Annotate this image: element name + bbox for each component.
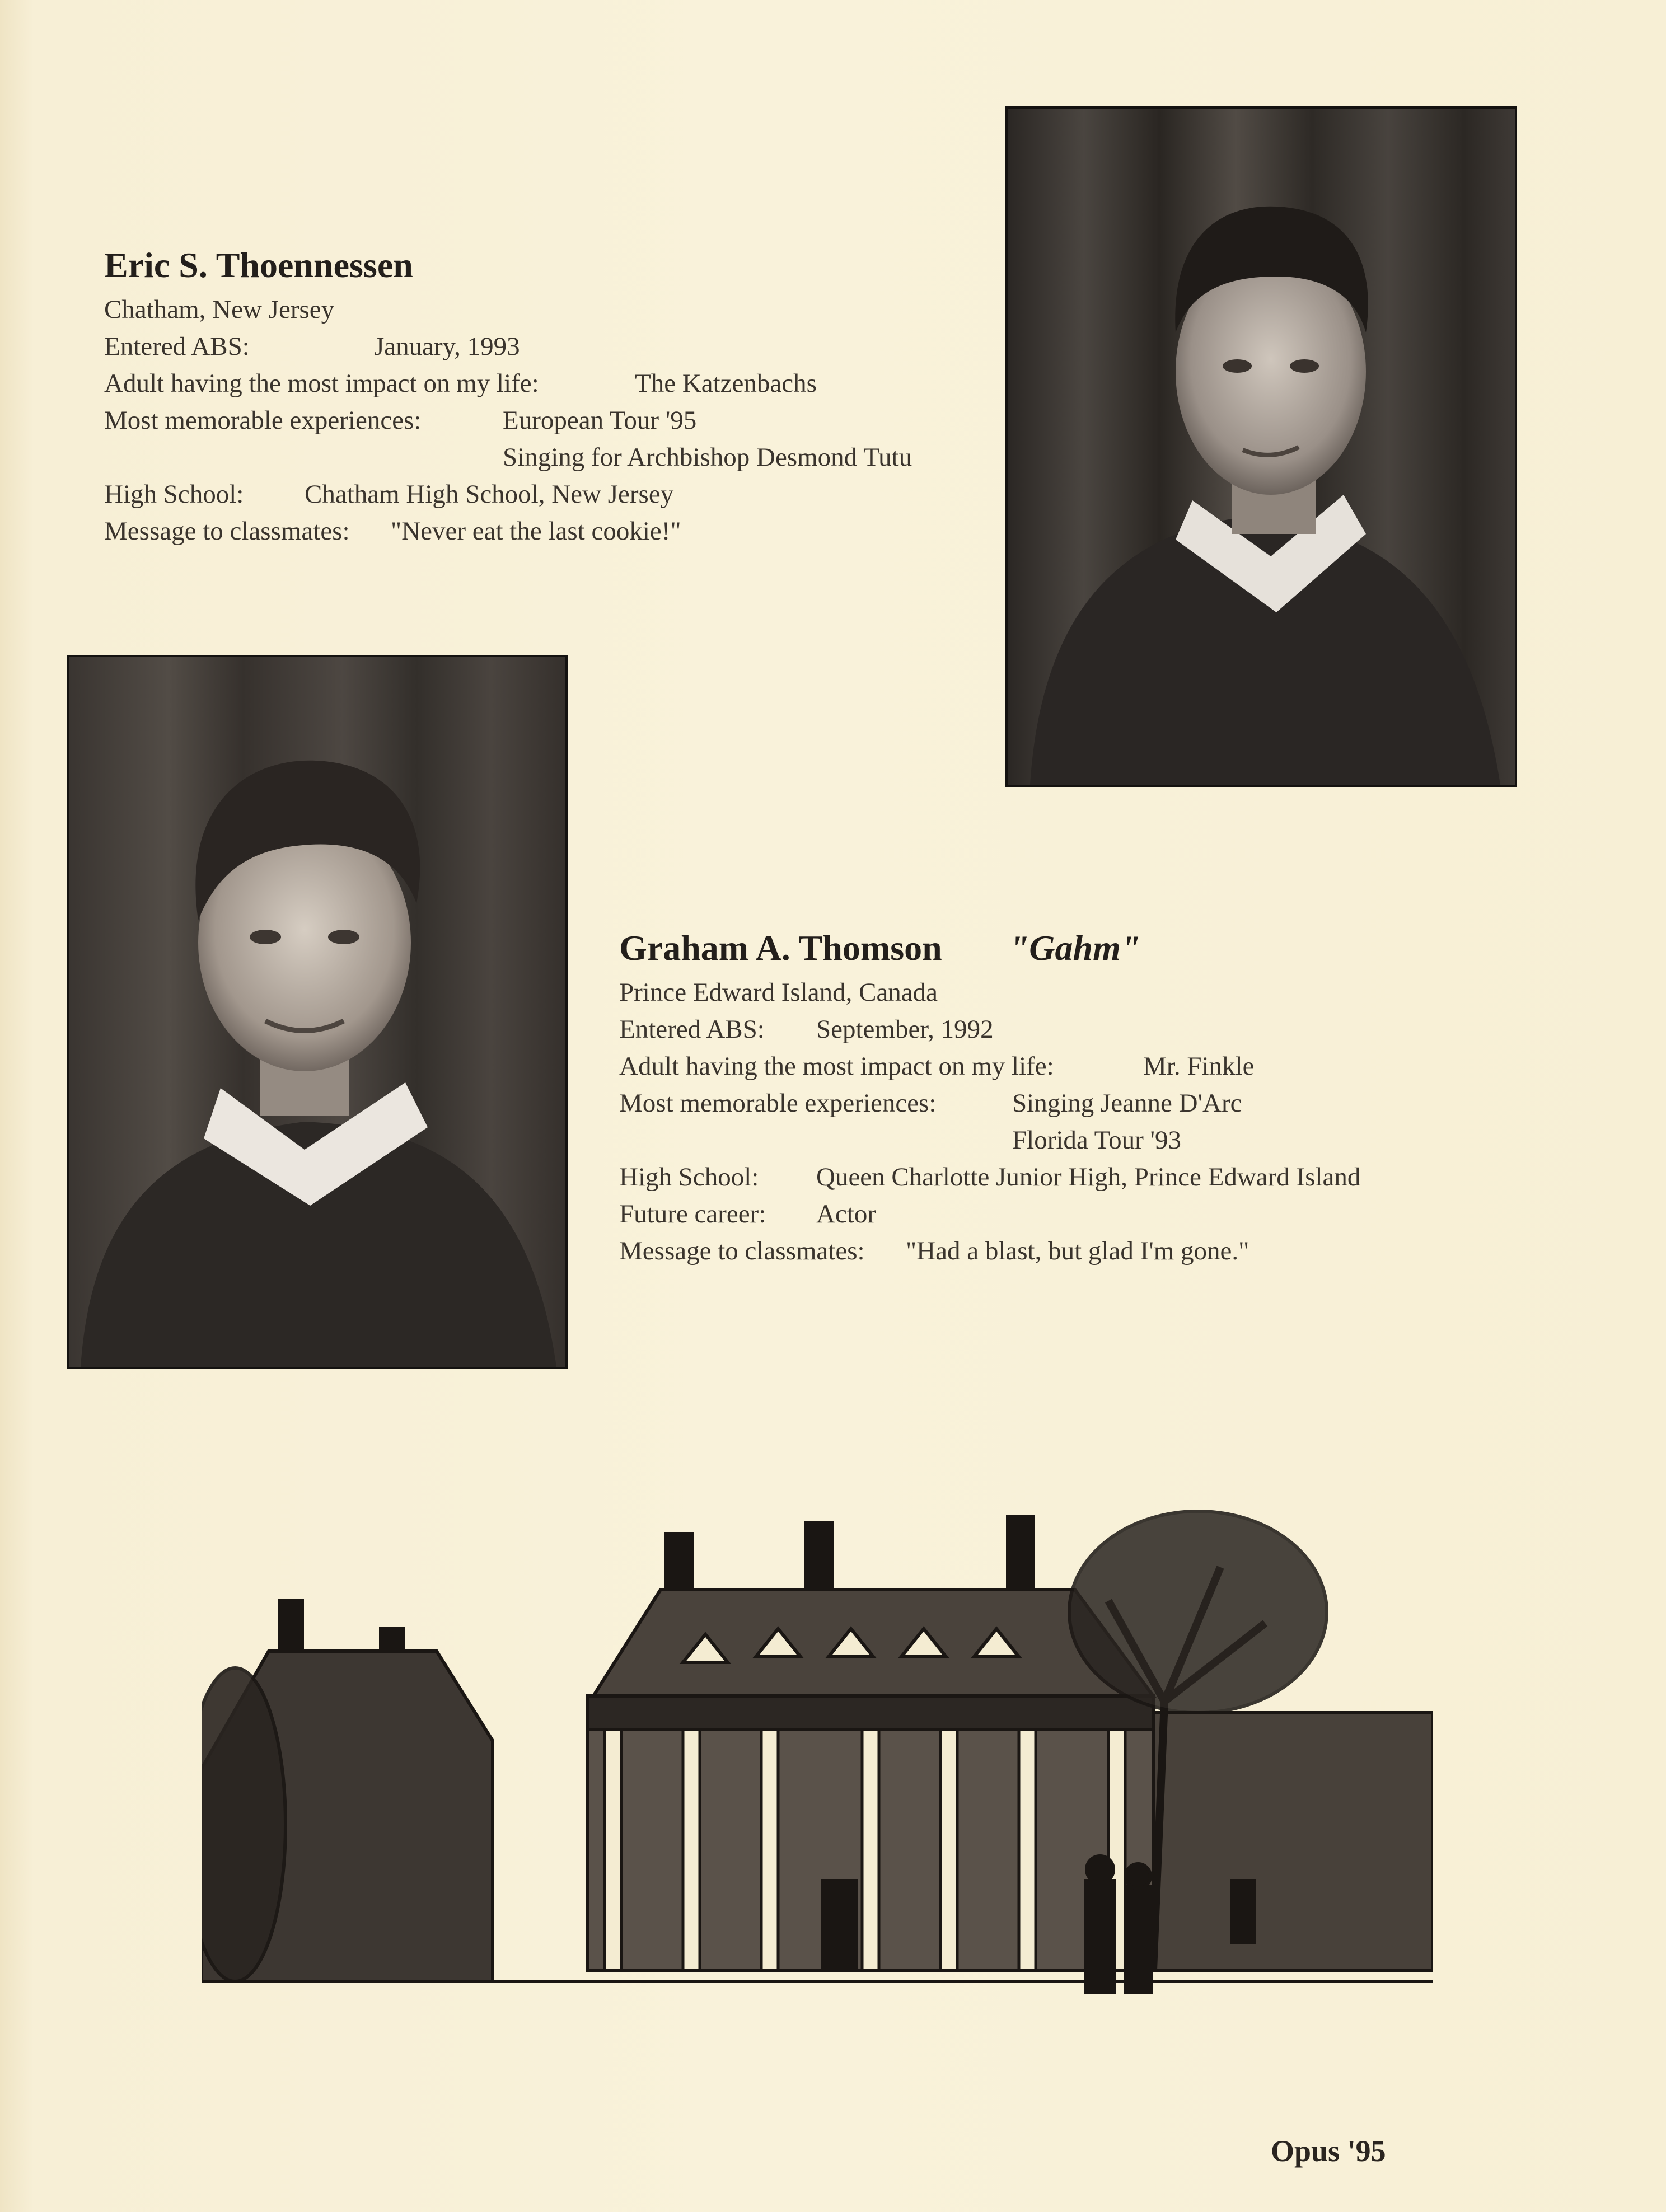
student-nickname: "Gahm"	[1009, 928, 1141, 968]
career-label: Future career:	[619, 1199, 766, 1229]
memorable-value-1: Singing Jeanne D'Arc	[1012, 1089, 1242, 1118]
highschool-label: High School:	[619, 1163, 759, 1192]
portrait-photo-graham	[67, 655, 568, 1369]
hometown: Chatham, New Jersey	[104, 295, 335, 324]
highschool-line	[619, 1159, 1515, 1196]
tree-canopy	[1069, 1511, 1327, 1713]
student-name-text: Graham A. Thomson	[619, 928, 942, 968]
hometown: Prince Edward Island, Canada	[619, 978, 938, 1007]
right-wing	[1153, 1713, 1433, 1970]
highschool-value: Chatham High School, New Jersey	[305, 480, 674, 509]
portrait-eric-graphic	[1008, 109, 1515, 785]
figure-person	[1125, 1886, 1151, 1993]
career-value: Actor	[816, 1199, 877, 1229]
memorable-line	[619, 1085, 1515, 1122]
message-line	[619, 1232, 1515, 1269]
memorable-value-2: Florida Tour '93	[1012, 1126, 1181, 1155]
student-name	[619, 925, 1515, 972]
hometown-line	[104, 291, 1000, 328]
memorable-line-2	[104, 439, 1000, 476]
figure-person	[1232, 1881, 1254, 1942]
figure-head	[1087, 1856, 1113, 1883]
entered-line	[619, 1011, 1515, 1048]
adult-line	[104, 365, 1000, 402]
adult-value: The Katzenbachs	[635, 369, 817, 398]
entered-label: Entered ABS:	[104, 332, 250, 361]
adult-label: Adult having the most impact on my life:	[104, 369, 539, 398]
message-value: "Never eat the last cookie!"	[391, 517, 681, 546]
entered-line	[104, 328, 1000, 365]
entered-value: January, 1993	[374, 332, 520, 361]
chimney	[1008, 1517, 1033, 1590]
message-label: Message to classmates:	[104, 517, 350, 546]
memorable-line-2	[619, 1122, 1515, 1159]
highschool-line	[104, 476, 1000, 513]
figure-head	[1126, 1864, 1150, 1888]
student-entry-graham	[619, 925, 1515, 1269]
career-line	[619, 1196, 1515, 1232]
adult-value: Mr. Finkle	[1143, 1052, 1255, 1081]
portrait-photo-eric	[1005, 106, 1517, 787]
chimney	[806, 1522, 832, 1590]
memorable-line	[104, 402, 1000, 439]
memorable-label: Most memorable experiences:	[104, 406, 422, 435]
adult-label: Adult having the most impact on my life:	[619, 1052, 1054, 1081]
chimney	[280, 1601, 302, 1657]
highschool-label: High School:	[104, 480, 244, 509]
message-label: Message to classmates:	[619, 1236, 865, 1266]
hometown-line	[619, 974, 1515, 1011]
portrait-graham-graphic	[69, 657, 565, 1367]
memorable-label: Most memorable experiences:	[619, 1089, 937, 1118]
page-footer: Opus '95	[1271, 2134, 1386, 2168]
entered-label: Entered ABS:	[619, 1015, 765, 1044]
memorable-value-2: Singing for Archbishop Desmond Tutu	[503, 443, 912, 472]
figure-person	[1086, 1881, 1114, 1993]
front-door	[823, 1881, 857, 1970]
memorable-value-1: European Tour '95	[503, 406, 697, 435]
chimney	[666, 1534, 692, 1595]
adult-line	[619, 1048, 1515, 1085]
school-building-illustration	[202, 1478, 1433, 2004]
message-line	[104, 513, 1000, 550]
entered-value: September, 1992	[816, 1015, 994, 1044]
student-name: Eric S. Thoennessen	[104, 245, 413, 285]
student-entry-eric	[104, 242, 1000, 550]
highschool-value: Queen Charlotte Junior High, Prince Edward Island	[816, 1163, 1361, 1192]
message-value: "Had a blast, but glad I'm gone."	[906, 1236, 1250, 1266]
portico-entablature	[588, 1696, 1153, 1730]
